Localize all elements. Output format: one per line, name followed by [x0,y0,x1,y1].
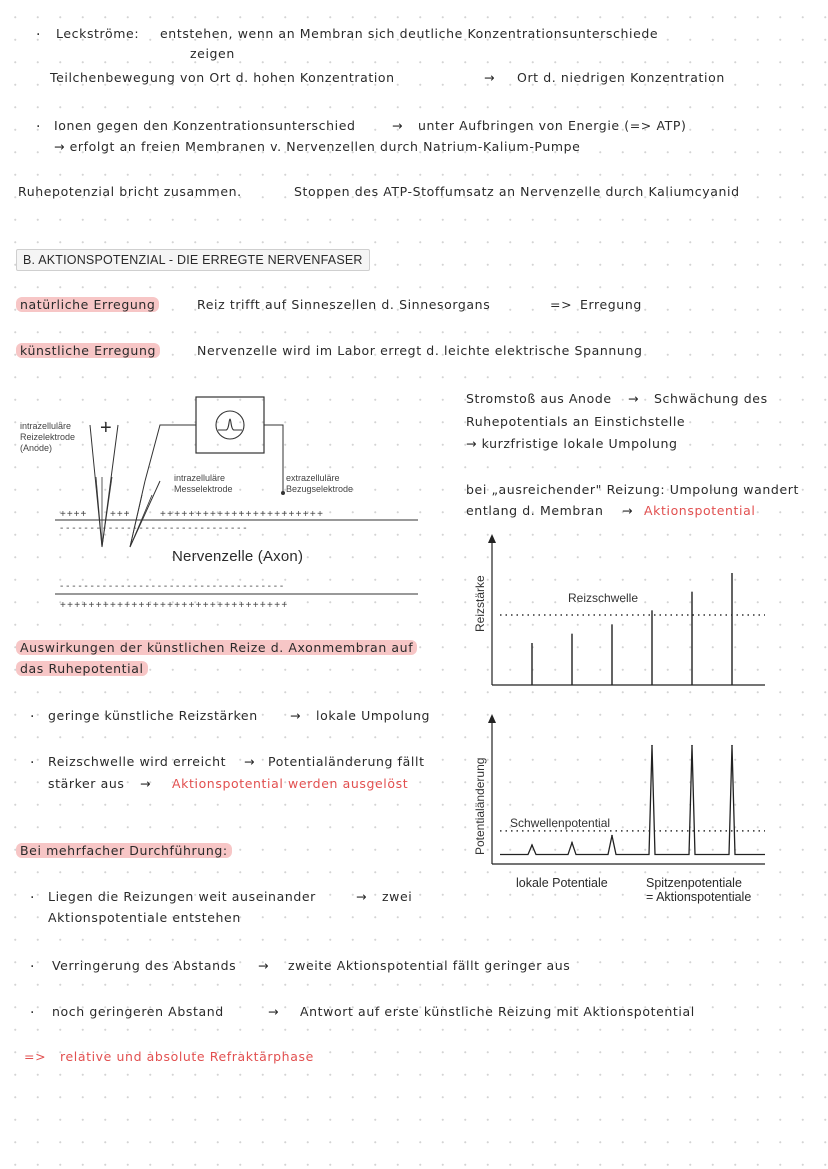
effects-title-2-highlight: das Ruhepotential [16,661,148,676]
spike-potentials-label-2: = Aktionspotentiale [646,890,752,904]
effect-2-result: Potentialänderung fällt [268,754,425,769]
natural-highlight: natürliche Erregung [16,297,159,312]
multiple-1-result: zwei [382,889,413,904]
chart1-threshold-label: Reizschwelle [568,591,639,605]
arrow: → [356,889,368,904]
chart1-y-arrow-icon [488,534,496,543]
conclusion: relative und absolute Refraktärphase [60,1049,314,1064]
potential-peak-3 [611,835,613,837]
arrow: → [392,118,404,133]
effects-title-highlight: Auswirkungen der künstlichen Reize d. Axonmembran auf [16,640,417,655]
leak-label: Leckströme: [56,26,140,41]
leak-text-2: zeigen [190,46,235,61]
bullet: · [30,890,35,906]
effects-title [16,640,417,656]
mess-label-2: Messelektrode [174,484,233,494]
arrow: → [268,1004,280,1019]
bezug-label-2: Bezugselektrode [286,484,354,494]
natural-result: Erregung [580,297,642,312]
potential-peak-2 [571,842,573,844]
multiple-3-result: Antwort auf erste künstliche Reizung mit Aktionspotential [300,1004,695,1019]
chart2-threshold-label: Schwellenpotential [510,816,611,830]
stim-note-2: Ruhepotentials an Einstichstelle [466,414,686,429]
effect-2: Reizschwelle wird erreicht [48,754,227,769]
local-potentials-label: lokale Potentiale [516,876,608,890]
axon-label: Nervenzelle (Axon) [172,548,304,565]
bullet: · [30,959,35,975]
plus-sign: + [100,417,113,439]
potential-trace [500,746,765,855]
leak-text: entstehen, wenn an Membran sich deutliche Konzentrationsunterschiede [160,26,659,41]
collapse-text-2: Stoppen des ATP-Stoffumsatz an Nervenzelle durch Kaliumcyanid [294,184,740,199]
artificial-highlight: künstliche Erregung [16,343,160,358]
pump-text: → erfolgt an freien Membranen v. Nervenzellen durch Natrium-Kalium-Pumpe [54,139,581,154]
stim-note-3: → kurzfristige lokale Umpolung [466,436,678,451]
ions-energy: unter Aufbringen von Energie (=> ATP) [418,118,687,133]
multiple-title [16,843,232,859]
stimulus-strength-chart [460,530,780,695]
along-note: entlang d. Membran [466,503,604,518]
oscilloscope-wave-icon [218,419,242,430]
charge-top-minus: - - - - - - - - - - - - - - - - - - - - - - - - - - - - - - - [60,523,247,534]
oscilloscope-box [196,397,264,453]
bullet: · [36,119,41,135]
oscilloscope-screen [216,411,244,439]
spike-potentials-label: Spitzenpotentiale [646,876,742,890]
multiple-2: Verringerung des Abstands [52,958,237,973]
particle-target: Ort d. niedrigen Konzentration [517,70,725,85]
effect-1-result: lokale Umpolung [316,708,431,723]
potential-peak-5 [691,745,693,747]
arrow: => [550,297,573,312]
multiple-2-result: zweite Aktionspotential fällt geringer aus [288,958,571,973]
effect-2-line2: stärker aus [48,776,125,791]
charge-top-mid: +++ [110,509,131,520]
effects-title-2 [16,661,148,677]
stim-note-1b: Schwächung des [654,391,768,406]
charge-top-left: ++++ [60,509,88,520]
sufficient-note: bei „ausreichender" Reizung: Umpolung wandert [466,482,799,497]
natural-label [16,297,159,313]
arrow: → [622,503,634,518]
multiple-title-highlight: Bei mehrfacher Durchführung: [16,843,232,858]
arrow: → [244,754,256,769]
effect-2-red: Aktionspotential werden ausgelöst [172,776,409,791]
bezug-label-1: extrazelluläre [286,473,340,483]
bullet: · [30,755,35,771]
bezug-wire [264,425,283,493]
stim-label-3: (Anode) [20,443,53,453]
collapse-text: Ruhepotenzial bricht zusammen. [18,184,242,199]
arrow: → [290,708,302,723]
chart1-ylabel: Reizstärke [473,575,487,632]
mess-label-1: intrazelluläre [174,473,226,483]
bullet: · [30,709,35,725]
charge-bottom-plus: ++++++++++++++++++++++++++++++++ [60,600,289,611]
potential-peak-6 [731,745,733,747]
bullet: · [36,27,41,43]
charge-bottom-minus: - - - - - - - - - - - - - - - - - - - - - - - - - - - - - - - - - - - - - [60,581,284,592]
stim-label-2: Reizelektrode [20,432,76,442]
potential-change-chart [460,710,780,870]
section-heading: B. AKTIONSPOTENZIAL - DIE ERREGTE NERVENFASER [16,249,370,271]
particle-text: Teilchenbewegung von Ort d. hohen Konzentration [50,70,395,85]
natural-text: Reiz trifft auf Sinneszellen d. Sinnesorgans [197,297,491,312]
effect-1: geringe künstliche Reizstärken [48,708,258,723]
arrow: → [484,70,496,85]
along-result: Aktionspotential [644,503,756,518]
ions-text: Ionen gegen den Konzentrationsunterschied [54,118,356,133]
stim-note-1: Stromstoß aus Anode [466,391,612,406]
chart2-ylabel: Potentialänderung [473,757,487,855]
arrow: → [140,776,152,791]
bullet: · [30,1005,35,1021]
multiple-1: Liegen die Reizungen weit auseinander [48,889,316,904]
arrow: → [628,391,640,406]
artificial-text: Nervenzelle wird im Labor erregt d. leichte elektrische Spannung [197,343,643,358]
potential-peak-4 [651,745,653,747]
charge-top-right: +++++++++++++++++++++++ [160,509,325,520]
multiple-3: noch geringeren Abstand [52,1004,224,1019]
multiple-1-line2: Aktionspotentiale entstehen [48,910,241,925]
stim-label-1: intrazelluläre [20,421,72,431]
chart2-y-arrow-icon [488,714,496,723]
conclusion-arrow: => [24,1049,47,1064]
potential-peak-1 [531,844,533,846]
artificial-label [16,343,160,359]
arrow: → [258,958,270,973]
